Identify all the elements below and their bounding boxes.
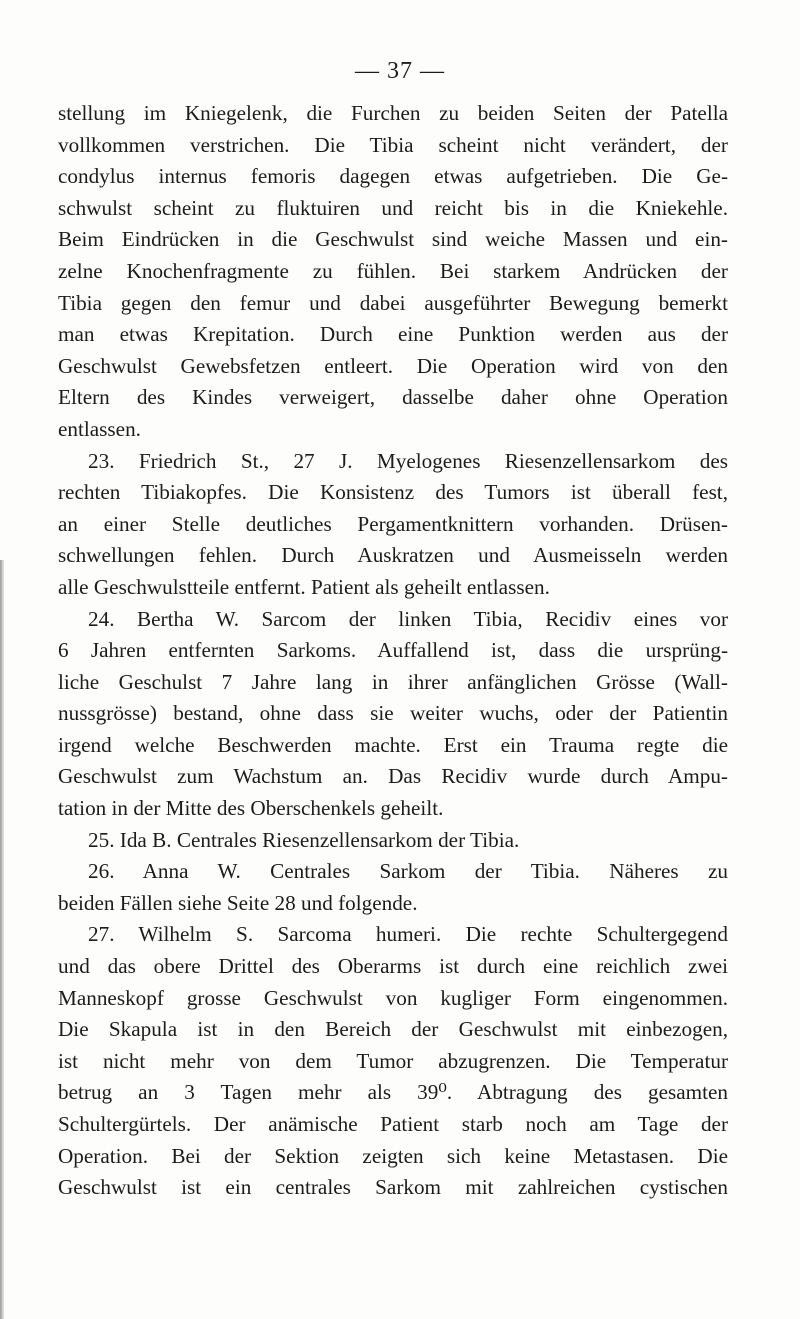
text-line: irgend welche Beschwerden machte. Erst ein Trauma regte die (58, 732, 728, 757)
text-line: alle Geschwulstteile entfernt. Patient als geheilt entlassen. (58, 574, 550, 599)
text-line: condylus internus femoris dagegen etwas aufgetrieben. Die Ge- (58, 164, 728, 189)
text-line: 6 Jahren entfernten Sarkoms. Auffallend ist, dass die ursprüng- (58, 638, 728, 663)
text-line: Schultergürtels. Der anämische Patient starb noch am Tage der (58, 1112, 728, 1136)
text-line: nussgrösse) bestand, ohne dass sie weiter wuchs, oder der Patientin (58, 701, 728, 726)
text-line: vollkommen verstrichen. Die Tibia scheint nicht verändert, der (58, 132, 728, 157)
text-line: betrug an 3 Tagen mehr als 39⁰. Abtragung des gesamten (58, 1080, 728, 1105)
text-line: Geschwulst Gewebsfetzen entleert. Die Operation wird von den (58, 353, 728, 378)
text-line: rechten Tibiakopfes. Die Konsistenz des Tumors ist überall fest, (58, 480, 728, 505)
text-line: entlassen. (58, 416, 141, 441)
text-line: beiden Fällen siehe Seite 28 und folgende. (58, 890, 418, 915)
text-line: Geschwulst zum Wachstum an. Das Recidiv wurde durch Ampu- (58, 764, 728, 789)
scan-page-edge (0, 560, 4, 1319)
text-line: 27. Wilhelm S. Sarcoma humeri. Die rechte Schultergegend (88, 922, 728, 947)
page-number: — 37 — (355, 58, 445, 84)
text-line: schwellungen fehlen. Durch Auskratzen und Ausmeisseln werden (58, 543, 728, 568)
text-line: 26. Anna W. Centrales Sarkom der Tibia. Näheres zu (88, 859, 728, 884)
text-line: man etwas Krepitation. Durch eine Punktion werden aus der (58, 322, 728, 347)
text-line: Beim Eindrücken in die Geschwulst sind weiche Massen und ein- (58, 227, 728, 252)
text-line: 23. Friedrich St., 27 J. Myelogenes Riesenzellensarkom des (88, 448, 728, 473)
text-line: Manneskopf grosse Geschwulst von kugliger Form eingenommen. (58, 985, 728, 1010)
text-line: schwulst scheint zu fluktuiren und reicht bis in die Kniekehle. (58, 195, 728, 220)
text-line: 25. Ida B. Centrales Riesenzellensarkom der Tibia. (88, 827, 520, 852)
text-line: liche Geschulst 7 Jahre lang in ihrer anfänglichen Grösse (Wall- (58, 669, 728, 694)
text-line: Geschwulst ist ein centrales Sarkom mit zahlreichen cystischen (58, 1175, 728, 1200)
text-line: 24. Bertha W. Sarcom der linken Tibia, Recidiv eines vor (88, 606, 728, 631)
text-line: zelne Knochenfragmente zu fühlen. Bei starkem Andrücken der (58, 258, 728, 283)
text-line: und das obere Drittel des Oberarms ist durch eine reichlich zwei (58, 954, 728, 979)
text-line: Die Skapula ist in den Bereich der Geschwulst mit einbezogen, (58, 1017, 728, 1042)
text-line: ist nicht mehr von dem Tumor abzugrenzen. Die Temperatur (58, 1048, 728, 1073)
text-line: an einer Stelle deutliches Pergamentknittern vorhanden. Drüsen- (58, 511, 728, 536)
text-line: tation in der Mitte des Oberschenkels geheilt. (58, 796, 444, 821)
text-line: Operation. Bei der Sektion zeigten sich keine Metastasen. Die (58, 1143, 728, 1168)
text-line: Tibia gegen den femur und dabei ausgeführter Bewegung bemerkt (58, 290, 728, 315)
text-line: stellung im Kniegelenk, die Furchen zu beiden Seiten der Patella (58, 101, 728, 125)
body-text (58, 98, 728, 1204)
text-line: Eltern des Kindes verweigert, dasselbe daher ohne Operation (58, 385, 728, 410)
